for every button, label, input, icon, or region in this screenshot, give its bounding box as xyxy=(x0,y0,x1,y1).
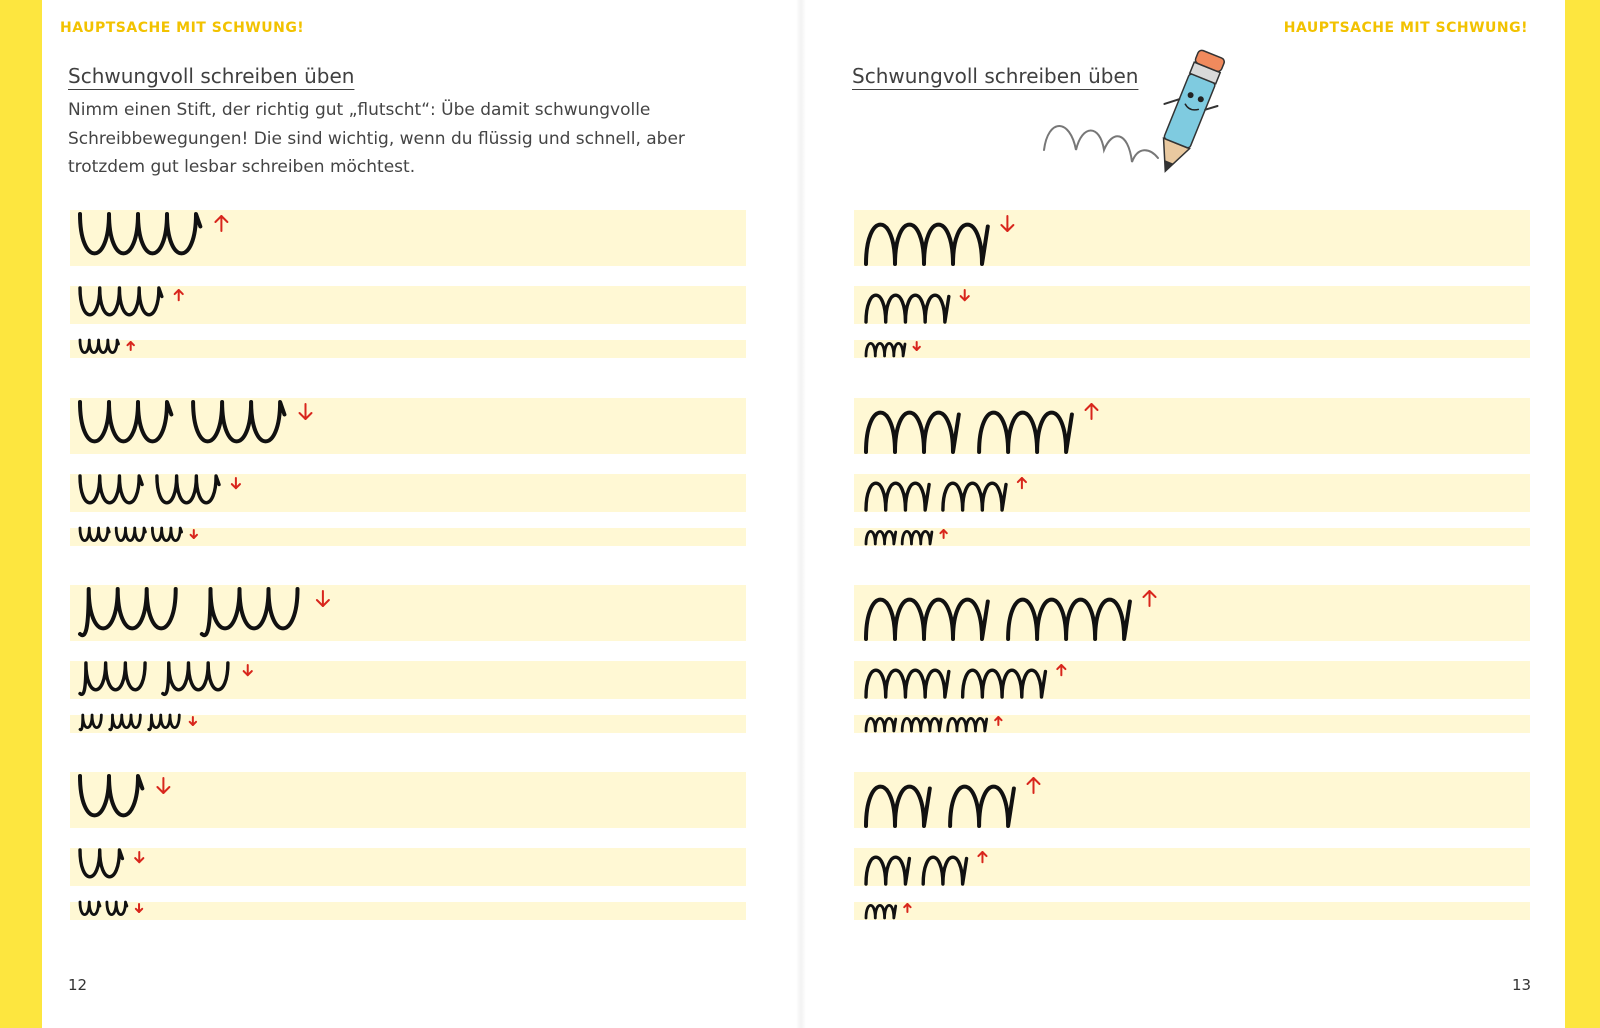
running-head-right: HAUPTSACHE MIT SCHWUNG! xyxy=(1283,20,1528,36)
writing-line-band xyxy=(70,340,746,358)
page-number-right: 13 xyxy=(1512,976,1532,994)
writing-line-band xyxy=(70,474,746,512)
writing-line-band xyxy=(854,474,1530,512)
writing-line-band xyxy=(70,286,746,324)
writing-line-band xyxy=(854,902,1530,920)
writing-line-band xyxy=(70,848,746,886)
writing-line-band xyxy=(854,286,1530,324)
writing-line-band xyxy=(854,848,1530,886)
writing-line-band xyxy=(70,772,746,828)
page-title-left: Schwungvoll schreiben üben xyxy=(68,64,355,88)
bounce-trail xyxy=(1044,126,1158,162)
writing-line-band xyxy=(70,902,746,920)
pencil-character-icon xyxy=(1044,45,1235,181)
writing-lines xyxy=(70,210,1530,920)
running-head-left: HAUPTSACHE MIT SCHWUNG! xyxy=(60,20,305,36)
writing-line-band xyxy=(854,528,1530,546)
page-number-left: 12 xyxy=(68,976,88,994)
writing-line-band xyxy=(854,340,1530,358)
writing-line-band xyxy=(854,661,1530,699)
page-title-right: Schwungvoll schreiben üben xyxy=(852,64,1139,88)
writing-line-band xyxy=(70,398,746,454)
intro-text: Nimm einen Stift, der richtig gut „flutscht“: Übe damit schwungvolle Schreibbewegungen! Die sind wichtig, wenn du flüssig und schnell, aber trotzdem gut lesbar schreiben möchtest. xyxy=(68,100,685,177)
